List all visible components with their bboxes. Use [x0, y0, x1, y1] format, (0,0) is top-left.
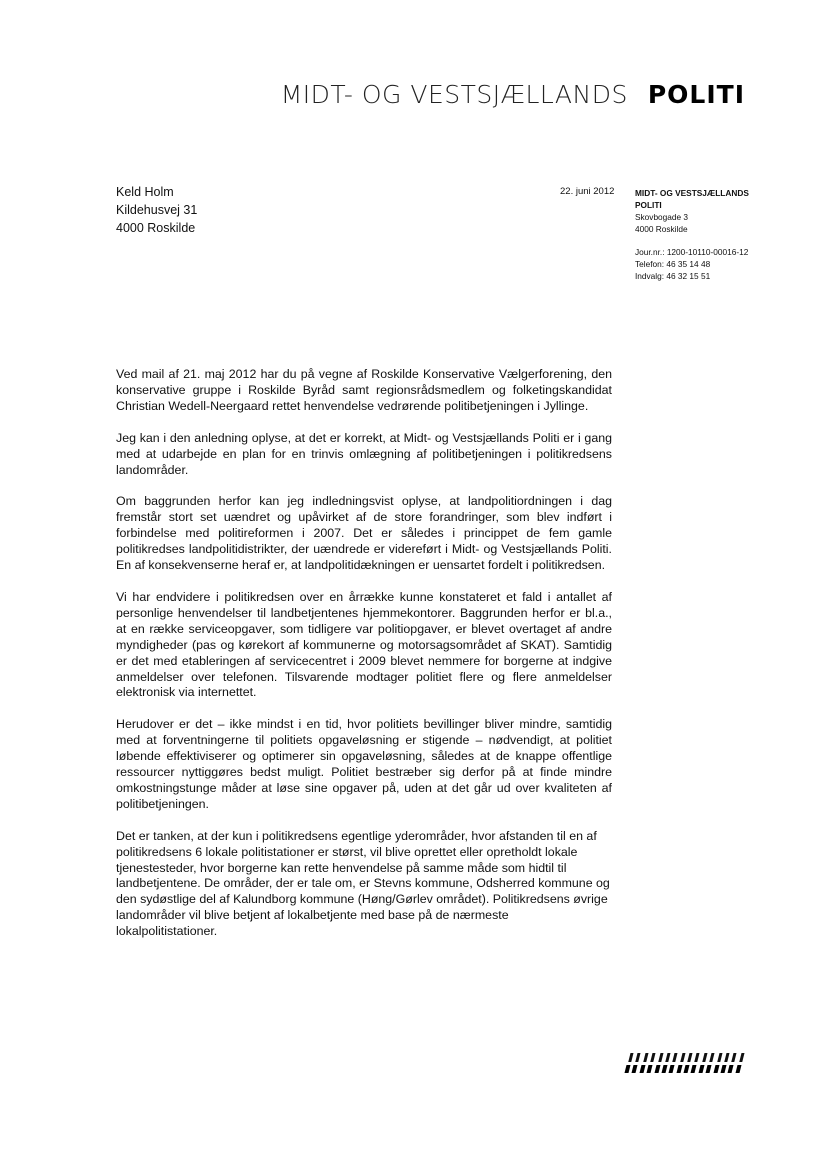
body-paragraph-3: Om baggrunden herfor kan jeg indledningsvist oplyse, at landpolitiordningen i dag fremstår stort set uændret og upåvirket af de store forandringer, som blev indført i forbindelse med politireformen i 2007. Det er således i princippet de fem gamle politikredses landpolitidistrikter, der uændrede er videreført i Midt- og Vestsjællands Politi. En af konsekvenserne heraf er, at landpolitidækningen er uensartet fordelt i politikredsen.	[116, 494, 612, 573]
recipient-street: Kildehusvej 31	[116, 203, 198, 217]
emblem-stripe	[736, 1053, 744, 1073]
body-paragraph-6: Det er tanken, at der kun i politikredsens egentlige yderområder, hvor afstanden til en af politikredsens 6 lokale politistationer er størst, vil blive oprettet eller opretholdt lokale tjenestesteder, hvor borgerne kan rette henvendelse på samme måde som hidtil til landbetjentene. De områder, der er tale om, er Stevns kommune, Odsherred kommune og den sydøstlige del af Kalundborg kommune (Høng/Gørlev området). Politikredsens øvrige landområder vil blive betjent af lokalbetjente med base på de nærmeste lokalpolitistationer.	[116, 828, 610, 939]
sender-direct: Indvalg: 46 32 15 51	[635, 271, 711, 281]
body-paragraph-1: Ved mail af 21. maj 2012 har du på vegne af Roskilde Konservative Vælgerforening, den konservative gruppe i Roskilde Byråd samt regionsrådsmedlem og folketingskandidat Christian Wedell-Neergaard rettet henvendelse vedrørende politibetjeningen i Jyllinge.	[116, 367, 612, 413]
body-paragraph-5: Herudover er det – ikke mindst i en tid, hvor politiets bevillinger bliver mindre, samtidig med at forventningerne til politiets opgaveløsning er stigende – nødvendigt, at politiet løbende effektiviserer og optimerer sin opgaveløsning, således at de knappe offentlige ressourcer nyttiggøres bedst muligt. Politiet bestræber sig derfor på at finde mindre omkostningstunge måder at løse sine opgaver på, uden at det går ud over kvaliteten af politibetjeningen.	[116, 717, 612, 811]
sender-org-line1: MIDT- OG VESTSJÆLLANDS	[635, 188, 749, 198]
recipient-city: 4000 Roskilde	[116, 221, 196, 235]
police-stripe-emblem	[628, 1053, 742, 1073]
sender-phone: Telefon: 46 35 14 48	[635, 259, 711, 269]
sender-journal: Jour.nr.: 1200-10110-00016-12	[635, 247, 749, 257]
body-paragraph-2: Jeg kan i den anledning oplyse, at det er korrekt, at Midt- og Vestsjællands Politi er i gang med at udarbejde en plan for en trinvis omlægning af politibetjeningen i politikredsens landområder.	[116, 430, 612, 477]
sender-city: 4000 Roskilde	[635, 224, 688, 234]
recipient-address	[116, 183, 197, 237]
letter-date: 22. juni 2012	[560, 186, 615, 197]
letterhead-name: MIDT- OG VESTSJÆLLANDS	[280, 80, 628, 109]
sender-org-line2: POLITI	[635, 200, 662, 210]
recipient-name: Keld Holm	[116, 185, 174, 199]
letterhead	[281, 80, 745, 109]
sender-street: Skovbogade 3	[635, 212, 689, 222]
letter-body	[116, 367, 612, 956]
letterhead-politi-logo: POLITI	[647, 80, 745, 109]
sender-spacer	[635, 235, 749, 246]
sender-block	[635, 187, 749, 282]
body-paragraph-4: Vi har endvidere i politikredsen over en årrække kunne konstateret et fald i antallet af personlige henvendelser til landbetjentenes hjemmekontorer. Baggrunden herfor er bl.a., at en række serviceopgaver, som tidligere var politiopgaver, er blevet overtaget af andre myndigheder (pas og kørekort af kommunerne og motorsagsområdet af SKAT). Samtidig er det med etableringen af servicecentret i 2009 blevet nemmere for borgerne at indgive anmeldelser over telefonen. Tilsvarende modtager politiet flere og flere anmeldelser elektronisk via internettet.	[116, 589, 612, 700]
